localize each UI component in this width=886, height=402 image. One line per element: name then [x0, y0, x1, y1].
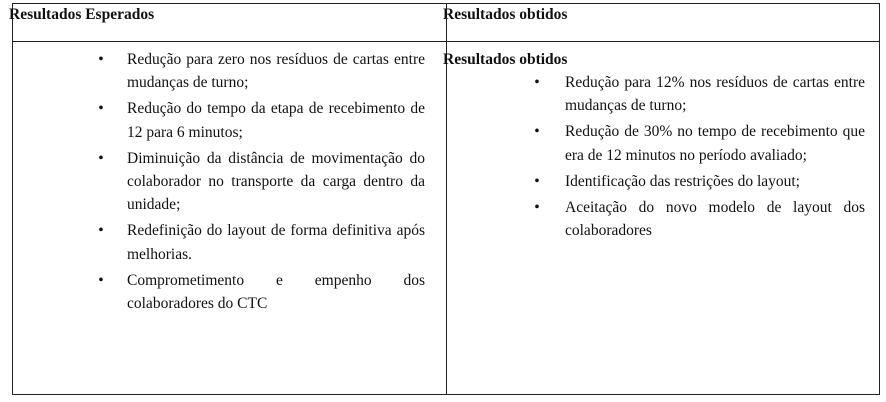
list-item: • Redução para 12% nos resíduos de cartas entre mudanças de turno;	[531, 71, 865, 117]
bullet-icon: •	[98, 271, 104, 289]
header-divider	[13, 41, 879, 42]
list-item: • Redução de 30% no tempo de recebimento que era de 12 minutos no período avaliado;	[531, 120, 865, 166]
list-item: • Identificação das restrições do layout;	[531, 170, 865, 193]
list-item: • Comprometimento e empenho dos colaboradores do CTC	[95, 269, 425, 315]
bullet-icon: •	[98, 222, 104, 240]
bullet-icon: •	[534, 199, 540, 217]
obtained-results-subtitle: Resultados obtidos	[443, 51, 568, 68]
expected-results-cell	[95, 48, 425, 318]
bullet-icon: •	[534, 74, 540, 91]
list-item: • Redução do tempo da etapa de recebimento de 12 para 6 minutos;	[95, 97, 425, 143]
list-item: • Redefinição do layout de forma definitiva após melhorias.	[95, 219, 425, 265]
list-item: • Aceitação do novo modelo de layout dos colaboradores	[531, 196, 865, 242]
header-obtained-results: Resultados obtidos	[443, 6, 568, 23]
bullet-icon: •	[534, 123, 540, 141]
list-item: • Diminuição da distância de movimentação do colaborador no transporte da carga dentro da unidade;	[95, 147, 425, 217]
header-expected-results: Resultados Esperados	[9, 6, 155, 23]
obtained-results-cell	[443, 48, 865, 245]
list-item: • Redução para zero nos resíduos de cartas entre mudanças de turno;	[95, 48, 425, 94]
bullet-icon: •	[98, 149, 104, 167]
bullet-icon: •	[98, 51, 104, 68]
bullet-icon: •	[534, 172, 540, 190]
obtained-results-list	[531, 71, 865, 242]
expected-results-list	[95, 48, 425, 315]
bullet-icon: •	[98, 100, 104, 118]
